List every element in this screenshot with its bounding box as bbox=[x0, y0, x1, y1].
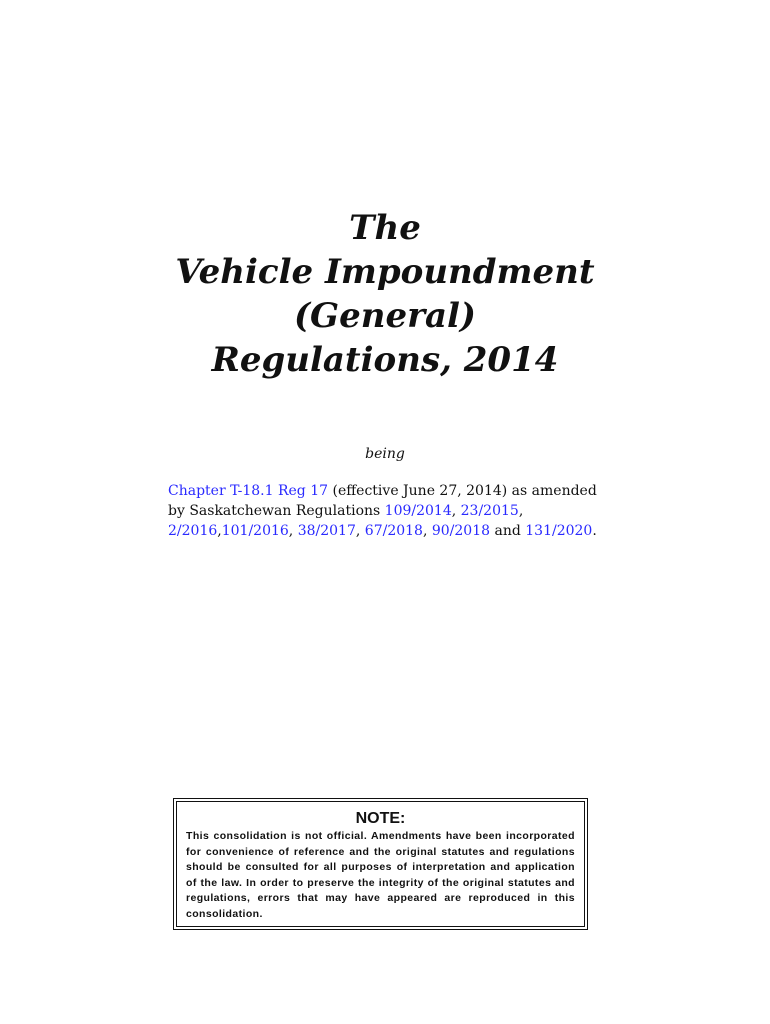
citation-period: . bbox=[592, 523, 597, 539]
amendment-link[interactable]: 67/2018 bbox=[364, 523, 423, 539]
amendment-link[interactable]: 101/2016 bbox=[221, 523, 289, 539]
amendment-link[interactable]: 131/2020 bbox=[525, 523, 593, 539]
citation-and: and bbox=[490, 523, 526, 539]
being-label: being bbox=[365, 446, 405, 462]
chapter-link[interactable]: Chapter T-18.1 Reg 17 bbox=[168, 483, 329, 499]
note-text: This consolidation is not official. Amendments have been incorporated for convenience of reference and the original statutes and regulations should be consulted for all purposes of interpretation and application of the law. In order to preserve the integrity of the original statutes and regulations, errors that may have appeared are reproduced in this consolidation. bbox=[186, 830, 575, 920]
note-box bbox=[173, 798, 588, 930]
title-line-2: Vehicle Impoundment bbox=[175, 252, 595, 292]
amendment-link[interactable]: 23/2015 bbox=[460, 503, 519, 519]
amendment-link[interactable]: 109/2014 bbox=[384, 503, 452, 519]
title-line-1: The bbox=[349, 208, 421, 248]
citation-text: (effective June 27, 2014) as amended by Saskatchewan Regulations bbox=[168, 483, 597, 519]
amendment-link[interactable]: 38/2017 bbox=[297, 523, 356, 539]
title-line-3: (General) bbox=[293, 296, 477, 336]
document-title bbox=[0, 206, 770, 382]
citation-paragraph: Chapter T-18.1 Reg 17 (effective June 27, 2014) as amended by Saskatchewan Regulations 109/2014, 23/2015, 2/2016,101/2016, 38/2017, 67/2018, 90/2018 and 131/2020. bbox=[168, 483, 597, 539]
amendment-link[interactable]: 2/2016 bbox=[168, 523, 218, 539]
title-line-4: Regulations, 2014 bbox=[211, 340, 559, 380]
amendment-link[interactable]: 90/2018 bbox=[431, 523, 491, 539]
note-inner-frame bbox=[176, 801, 585, 927]
note-title: NOTE: bbox=[355, 810, 406, 827]
